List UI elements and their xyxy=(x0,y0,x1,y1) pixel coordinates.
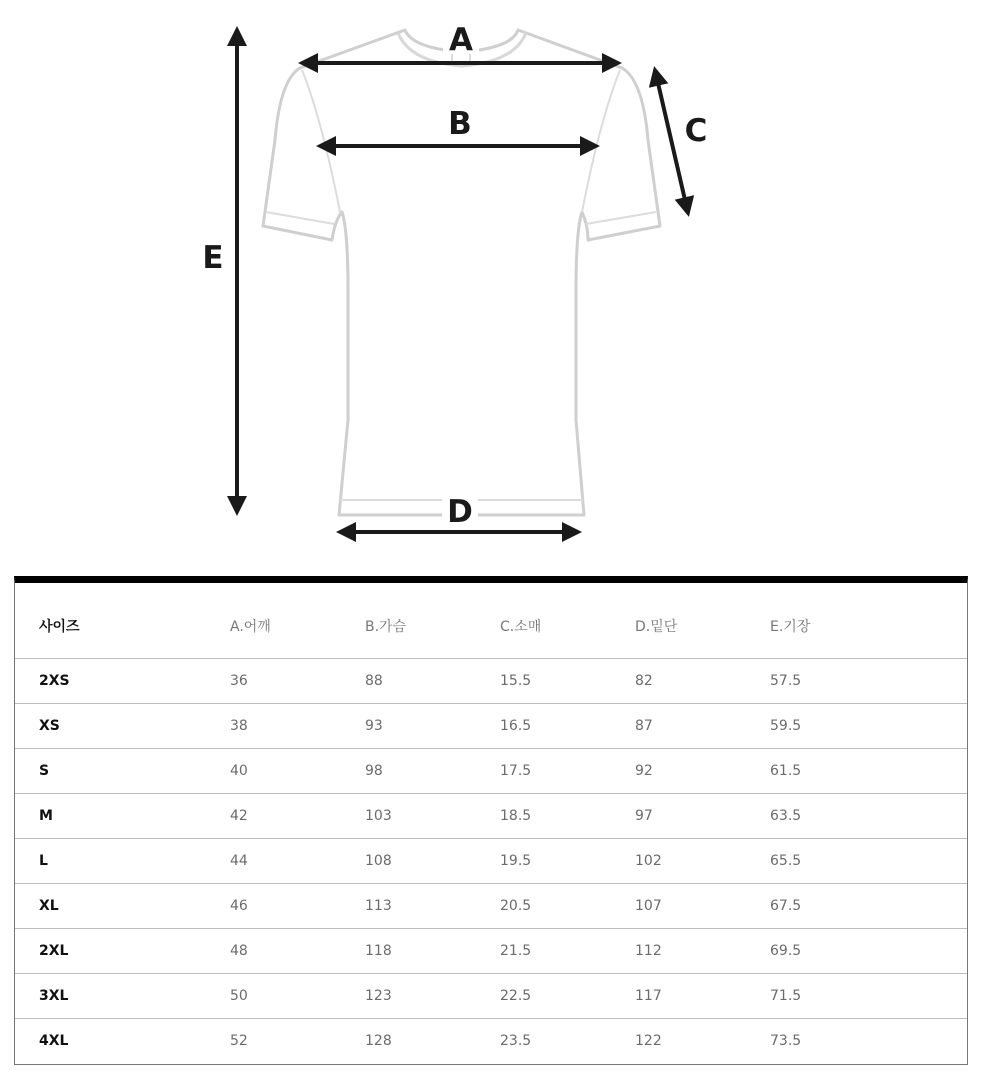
cell-hem: 82 xyxy=(611,658,746,703)
cell-length: 73.5 xyxy=(770,1032,802,1049)
cell-length: 63.5 xyxy=(746,793,967,838)
cell-size: XL xyxy=(15,883,206,928)
cell-chest: 113 xyxy=(341,883,476,928)
cell-shoulder: 52 xyxy=(230,1032,248,1049)
cell-sleeve: 19.5 xyxy=(476,838,611,883)
size-chart-table xyxy=(15,583,967,1063)
cell-shoulder: 36 xyxy=(206,658,341,703)
table-header-row xyxy=(15,583,967,658)
cell-length: 65.5 xyxy=(746,838,967,883)
label-d: D xyxy=(447,494,473,530)
cell-length: 69.5 xyxy=(746,928,967,973)
cell-shoulder: 42 xyxy=(206,793,341,838)
cell-sleeve: 18.5 xyxy=(476,793,611,838)
table-row xyxy=(15,793,967,838)
cell-shoulder: 44 xyxy=(206,838,341,883)
cell-size: XS xyxy=(15,703,206,748)
cell-shoulder: 38 xyxy=(206,703,341,748)
cell-shoulder: 40 xyxy=(206,748,341,793)
cell-sleeve: 22.5 xyxy=(476,973,611,1018)
cell-hem: 97 xyxy=(611,793,746,838)
table-row xyxy=(15,838,967,883)
header-size: 사이즈 xyxy=(15,583,206,658)
cell-size: S xyxy=(15,748,206,793)
cell-size: M xyxy=(15,793,206,838)
table-row xyxy=(15,703,967,748)
header-length: E.기장 xyxy=(746,583,967,658)
cell-hem: 117 xyxy=(611,973,746,1018)
cell-size: 2XS xyxy=(15,658,206,703)
cell-chest: 118 xyxy=(341,928,476,973)
cell-hem: 107 xyxy=(611,883,746,928)
header-sleeve: C.소매 xyxy=(476,583,611,658)
cell-sleeve: 23.5 xyxy=(500,1032,532,1049)
cell-sleeve: 16.5 xyxy=(476,703,611,748)
cell-hem: 87 xyxy=(611,703,746,748)
arrow-c xyxy=(655,70,688,213)
cell-hem: 102 xyxy=(611,838,746,883)
header-hem: D.밑단 xyxy=(611,583,746,658)
table-row xyxy=(15,973,967,1018)
cell-hem: 112 xyxy=(611,928,746,973)
cell-hem: 122 xyxy=(635,1032,662,1049)
cell-chest: 128 xyxy=(365,1032,392,1049)
cell-chest: 103 xyxy=(341,793,476,838)
cell-size: 2XL xyxy=(15,928,206,973)
cell-chest: 93 xyxy=(341,703,476,748)
cell-sleeve: 20.5 xyxy=(476,883,611,928)
cell-chest: 123 xyxy=(341,973,476,1018)
cell-length: 59.5 xyxy=(746,703,967,748)
table-row xyxy=(15,658,967,703)
cell-length: 61.5 xyxy=(746,748,967,793)
cell-length: 71.5 xyxy=(746,973,967,1018)
cell-chest: 98 xyxy=(341,748,476,793)
cell-chest: 108 xyxy=(341,838,476,883)
tshirt-outline xyxy=(263,30,660,515)
cell-size: L xyxy=(15,838,206,883)
cell-sleeve: 15.5 xyxy=(476,658,611,703)
cell-shoulder: 46 xyxy=(206,883,341,928)
table-row xyxy=(15,928,967,973)
cell-chest: 88 xyxy=(341,658,476,703)
cell-length: 67.5 xyxy=(746,883,967,928)
label-b: B xyxy=(448,106,472,142)
header-shoulder: A.어깨 xyxy=(206,583,341,658)
header-chest: B.가슴 xyxy=(341,583,476,658)
cell-shoulder: 48 xyxy=(206,928,341,973)
cell-length: 57.5 xyxy=(746,658,967,703)
cell-size: 4XL xyxy=(39,1032,69,1049)
cell-shoulder: 50 xyxy=(206,973,341,1018)
table-row xyxy=(15,1018,967,1063)
label-c: C xyxy=(684,113,708,149)
cell-size: 3XL xyxy=(15,973,206,1018)
cell-hem: 92 xyxy=(611,748,746,793)
cell-sleeve: 21.5 xyxy=(476,928,611,973)
cell-sleeve: 17.5 xyxy=(476,748,611,793)
table-row xyxy=(15,883,967,928)
label-e: E xyxy=(202,240,224,276)
table-row xyxy=(15,748,967,793)
size-table xyxy=(14,576,968,1065)
label-a: A xyxy=(449,22,473,58)
